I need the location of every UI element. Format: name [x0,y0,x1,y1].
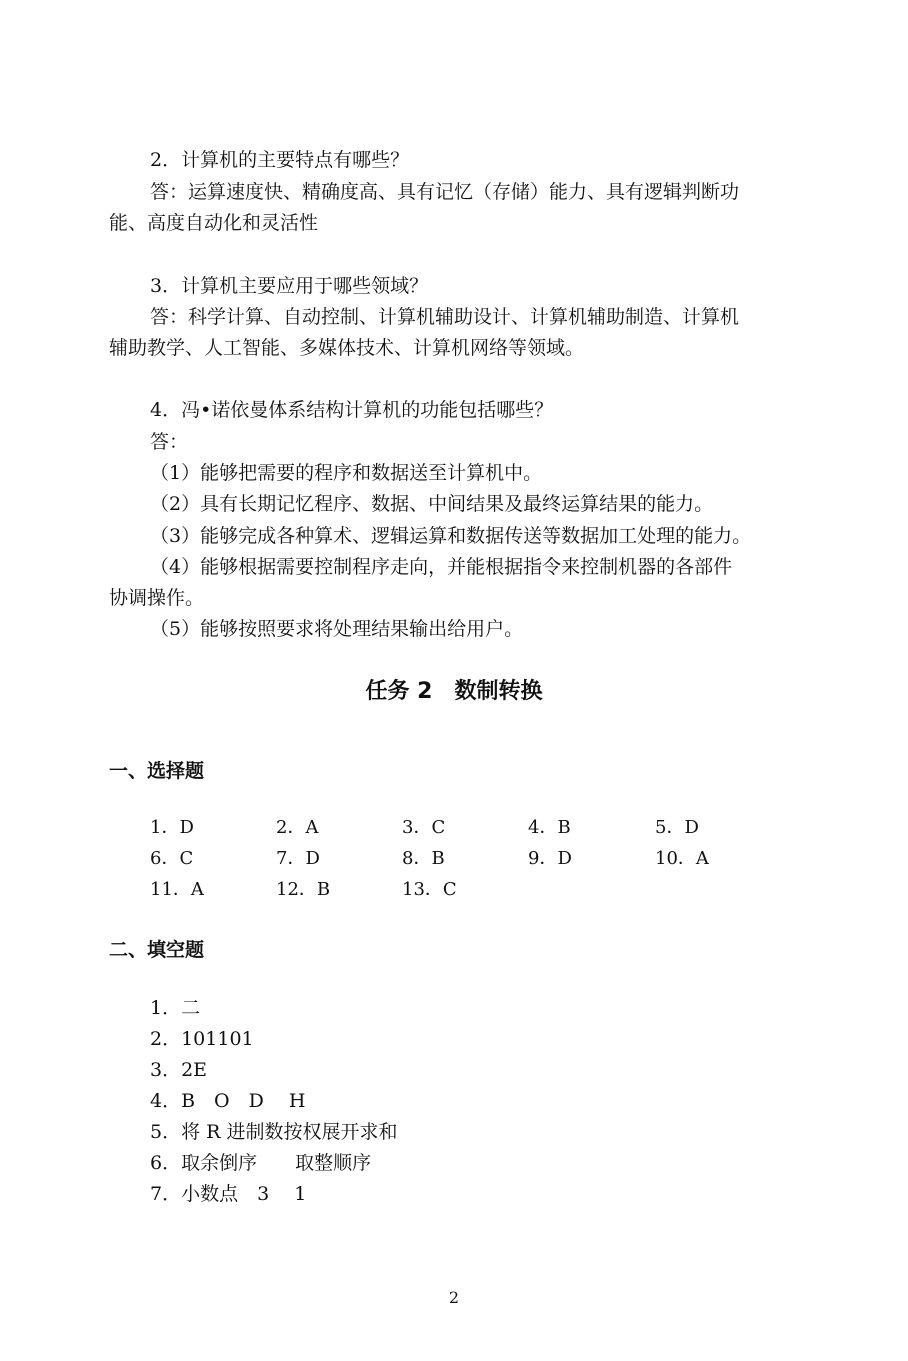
choice-answer: 3．C [402,817,446,838]
answer-4-item-2: （2）具有长期记忆程序、数据、中间结果及最终运算结果的能力。 [150,493,714,515]
question-3: 3．计算机主要应用于哪些领域？ [150,275,429,297]
answer-4-item-5: （5）能够按照要求将处理结果输出给用户。 [150,618,524,640]
page-number: 2 [448,1288,460,1307]
answer-3-line-1: 答：科学计算、自动控制、计算机辅助设计、计算机辅助制造、计算机 [150,306,740,328]
choice-answer: 1．D [150,817,194,838]
fill-answer: 4．B O D H [150,1090,306,1112]
choice-answer: 4．B [528,817,571,838]
choice-answer: 8．B [402,848,445,869]
answer-3-line-2: 辅助教学、人工智能、多媒体技术、计算机网络等领域。 [109,337,585,359]
fill-answer: 6．取余倒序 取整顺序 [150,1152,372,1174]
task-title: 任务 2 数制转换 [365,679,543,704]
choice-answer: 5．D [655,817,699,838]
choice-answer: 10．A [655,848,709,869]
fill-answer: 1．二 [150,997,201,1019]
question-4: 4．冯•诺依曼体系结构计算机的功能包括哪些？ [150,399,554,421]
choice-answer: 9．D [528,848,572,869]
fill-answer: 5．将 R 进制数按权展开求和 [150,1121,398,1143]
answer-4-label: 答： [150,431,189,453]
answer-4-item-4: （4）能够根据需要控制程序走向，并能根据指令来控制机器的各部件 [150,556,733,578]
answer-4-item-1: （1）能够把需要的程序和数据送至计算机中。 [150,462,543,484]
fill-section-heading: 二、填空题 [109,939,205,961]
answer-4-item-4-continued: 协调操作。 [109,587,205,609]
answer-4-item-3: （3）能够完成各种算术、逻辑运算和数据传送等数据加工处理的能力。 [150,525,752,547]
answer-2-line-1: 答：运算速度快、精确度高、具有记忆（存储）能力、具有逻辑判断功 [150,181,740,203]
answer-2-line-2: 能、高度自动化和灵活性 [109,212,319,234]
fill-answer: 2．101101 [150,1028,254,1050]
choice-answer: 7．D [276,848,320,869]
choice-answer: 11．A [150,879,204,900]
fill-answer: 7．小数点 3 1 [150,1183,307,1205]
choice-answer: 2．A [276,817,319,838]
choice-answer: 6．C [150,848,194,869]
choice-section-heading: 一、选择题 [109,760,205,782]
fill-answer: 3．2E [150,1059,208,1081]
choice-answer: 12．B [276,879,331,900]
question-2: 2．计算机的主要特点有哪些？ [150,149,410,171]
choice-answer: 13．C [402,879,457,900]
